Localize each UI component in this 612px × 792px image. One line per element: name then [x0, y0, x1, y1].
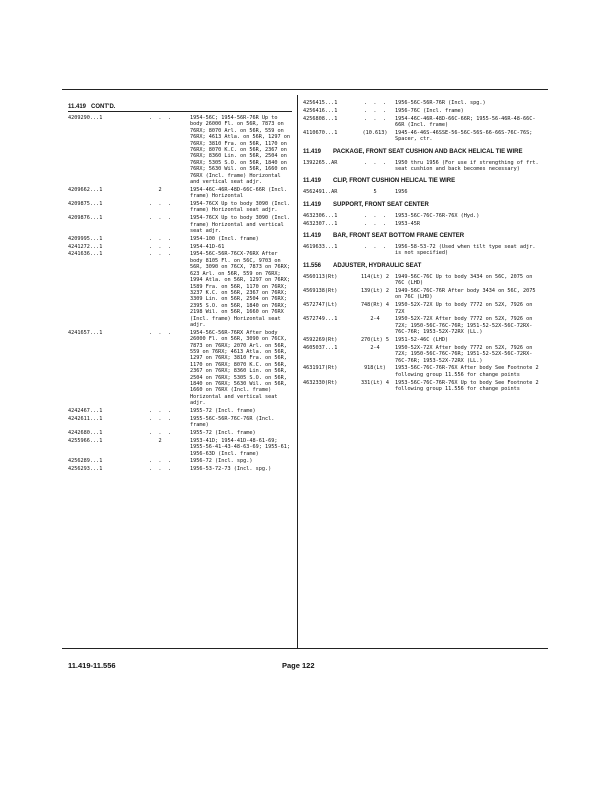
parts-entry [68, 187, 292, 200]
part-number: 4209662...1 [68, 186, 103, 193]
part-number: 4632306...1 [303, 212, 338, 219]
left-column [68, 104, 292, 474]
application-description: 1953-56C-76C-76R-76X (Hyd.) [395, 212, 480, 219]
part-number: 4562491..AR [303, 189, 338, 196]
quantity: . . . [149, 466, 171, 473]
parts-entry [303, 221, 543, 227]
quantity: 270(Lt) 5 [360, 337, 390, 344]
application-description: 1954-56C-56R-76CX-76RX After body 8105 Fl. on 56C, 9703 on 56R, 3090 on 76CX, 7873 on 76RX; 623 Arl. on 56R, 559 on 76RX; 1994 Atla. on 56R, 1297 on 76RX; 1589 Fra. on 56R, 1170 on 76RX; 3237 K.C. on 56R, 2367 on 76RX; 3309 Lin. on 56R, 2504 on 76RX; 2395 S.O. on 56R, 1840 on 76RX; 2198 Wil. on 56R, 1660 on 76RX (Incl. frame) Horizontal seat adjr. [190, 251, 290, 328]
parts-entry [68, 458, 292, 464]
application-description: 1949-56C-76C-76R After body 3434 on 56C, 2075 on 76C (LHD) [395, 288, 536, 301]
application-description: 1954-100 (Incl. frame) [190, 235, 259, 242]
section-heading [303, 178, 543, 185]
application-description: 1953-41D; 1954-41D-48-61-69; 1955-56-41-43-48-63-69; 1955-61; 1956-63D (Incl. frame) [190, 437, 290, 457]
quantity: . . . [149, 235, 171, 242]
parts-entry [68, 408, 292, 414]
quantity: . . . [149, 415, 171, 422]
quantity: . . . [149, 215, 171, 222]
parts-entry [68, 215, 292, 234]
part-number: 4209875...1 [68, 201, 103, 208]
application-description: 1956-58-53-72 (Used when tilt type seat adjr. is not specified) [395, 244, 536, 257]
parts-entry [68, 430, 292, 436]
application-description: 1953-56C-76C-76R-76X After body See Footnote 2 following group 11.556 for change points [395, 365, 539, 378]
part-number: 4256415...1 [303, 100, 338, 106]
parts-entry [303, 189, 543, 195]
parts-entry [303, 130, 543, 143]
parts-entry [68, 330, 292, 407]
application-description: 1956 [395, 189, 408, 196]
quantity: . . . [149, 329, 171, 336]
part-number: 4592269(Rt) [303, 337, 338, 344]
section-heading [303, 202, 543, 209]
quantity: . . . [364, 212, 386, 219]
part-number: 4256289...1 [68, 458, 103, 465]
parts-entry [303, 302, 543, 315]
section-number: 11.419 [303, 148, 322, 155]
section-title: ADJUSTER, HYDRAULIC SEAT [333, 262, 422, 269]
section-number: 11.419 [303, 233, 322, 240]
application-description: 1956-56C-56R-76R (Incl. spg.) [395, 100, 486, 106]
quantity: 748(Rt) 4 [360, 302, 390, 309]
parts-entry [68, 438, 292, 457]
right-top-entries [303, 100, 543, 143]
parts-entry [68, 236, 292, 242]
parts-entry [303, 116, 543, 129]
quantity: . . . [149, 430, 171, 436]
application-description: 1955-72 (Incl. frame) [190, 430, 256, 436]
quantity: 918(Lt) [364, 365, 386, 372]
right-sections [303, 149, 543, 393]
quantity: . . . [364, 100, 386, 106]
part-number: 4241657...1 [68, 329, 103, 336]
quantity: . . . [149, 115, 171, 121]
parts-entry [68, 466, 292, 472]
part-number: 4256808...1 [303, 115, 338, 122]
part-number: 4256293...1 [68, 466, 103, 473]
section-title: BAR, FRONT SEAT BOTTOM FRAME CENTER [333, 233, 465, 240]
application-description: 1955-56C-56R-76C-76R (Incl. frame) [190, 415, 275, 429]
application-description: 1954-56C; 1954-56R-76R Up to body 26000 Fl. on 56R, 7873 on 76RX; 8070 Arl. on 56R, 559 on 76RX; 4613 Atla. on 56R, 1297 on 76RX; 3810 Fra. on 56R, 1170 on 76RX; 8070 K.C. on 56R, 2367 on 76RX; 8360 Lin. on 56R, 2504 on 76RX; 5305 S.O. on 56R, 1840 on 76RX; 5630 Wil. on 56R, 1660 on 76RX (Incl. frame) Horizontal and vertical seat adjr. [190, 115, 290, 186]
section-heading [303, 263, 543, 270]
parts-entry [303, 244, 543, 257]
application-description: 1953-56C-76C-76R-76X Up to body See Footnote 2 following group 11.556 for change points [395, 379, 539, 393]
quantity: . . . [149, 458, 171, 465]
top-rule [62, 89, 548, 90]
application-description: 1953-45R [395, 220, 420, 227]
parts-entry [303, 100, 543, 106]
application-description: 1954-46C-46R-48D-66C-66R; 1955-56-46R-48-66C-66R (Incl. frame) [395, 115, 536, 128]
part-number: 4619633...1 [303, 244, 338, 251]
application-description: 1954-46C-46R-48D-66C-66R (Incl. frame) Horizontal [190, 186, 287, 200]
application-description: 1945-46-46S-46SSE-56-56C-56S-66-66S-76C-76S; Spacer, ctr. [395, 129, 533, 143]
footer-range: 11.419-11.556 [68, 661, 116, 670]
parts-entry [68, 244, 292, 250]
part-number: 1392265..AR [303, 159, 338, 166]
section-heading [303, 233, 543, 240]
quantity: 2-4 [370, 344, 380, 351]
quantity: 139(Lt) 2 [360, 288, 390, 295]
application-description: 1956-72 (Incl. spg.) [190, 458, 253, 465]
quantity: 114(Lt) 2 [360, 273, 390, 280]
quantity: 2-4 [370, 316, 380, 323]
part-number: 4560113(Rt) [303, 273, 338, 280]
section-number: 11.556 [303, 262, 322, 269]
part-number: 4255966...1 [68, 437, 103, 444]
part-number: 4110670...1 [303, 129, 338, 136]
part-number: 4572747(Lt) [303, 302, 338, 309]
quantity: . . . [364, 107, 386, 114]
application-description: 1956-53-72-73 (Incl. spg.) [190, 466, 272, 473]
application-description: 1954-76CX Up to body 3090 (Incl. frame) Horizontal seat adjr. [190, 201, 290, 214]
part-number: 4572749...1 [303, 316, 338, 323]
right-column [303, 100, 543, 394]
quantity: . . . [149, 251, 171, 258]
part-number: 4605037...1 [303, 344, 338, 351]
part-number: 4632330(Rt) [303, 379, 338, 386]
application-description: 1954-56C-56R-76RX After body 26000 Fl. on 56R, 3090 on 76CX, 7873 on 76RX; 2070 Arl. on 56R, 559 on 76RX; 4613 Atla. on 56R, 1297 on 76RX; 3810 Fra. on 56R, 1170 on 76RX; 8070 K.C. on 56R, 2367 on 76RX; 8360 Lin. on 56R, 2504 on 76RX; 5305 S.O. on 56R, 1840 on 76RX; 5630 Wil. on 56R, 1660 on 76RX (Incl. frame) Horizontal and vertical seat adjr. [190, 329, 287, 407]
application-description: 1954-41D-61 [190, 243, 225, 250]
parts-entry [303, 213, 543, 219]
quantity: (10.613) [362, 129, 388, 136]
quantity: . . . [364, 115, 386, 122]
parts-entry [303, 337, 543, 343]
section-title: PACKAGE, FRONT SEAT CUSHION AND BACK HELICAL TIE WIRE [333, 148, 523, 155]
section-heading [303, 149, 543, 156]
part-number: 4242611...1 [68, 415, 103, 422]
column-divider [297, 95, 298, 648]
quantity: . . . [149, 408, 171, 414]
parts-entry [303, 288, 543, 301]
application-description: 1950-52X-72X Up to body 7772 on 52X, 7926 on 72X [395, 302, 533, 315]
application-description: 1955-72 (Incl. frame) [190, 408, 256, 414]
section-title: CLIP, FRONT CUSHION HELICAL TIE WIRE [333, 178, 456, 185]
part-number: 4631917(Rt) [303, 365, 338, 372]
parts-entry [68, 115, 292, 185]
part-number: 4242467...1 [68, 408, 103, 414]
quantity: . . . [149, 243, 171, 250]
quantity: . . . [364, 220, 386, 227]
parts-entry [303, 380, 543, 393]
parts-entry [303, 274, 543, 287]
application-description: 1954-76CX Up to body 3090 (Incl. frame) Horizontal and vertical seat adjr. [190, 215, 290, 235]
section-title: SUPPORT, FRONT SEAT CENTER [333, 201, 429, 208]
quantity: . . . [364, 159, 386, 166]
parts-entry [303, 316, 543, 335]
application-description: 1950-52X-72X After body 7772 on 52X, 7926 on 72X; 1950-56C-76C-76R; 1951-52-52X-56C-72RX-76C-76R; 1953-52X-72RX (LL.) [395, 344, 533, 364]
application-description: 1950-52X-72X After body 7772 on 52X, 7926 on 72X; 1950-56C-76C-76R; 1951-52-52X-56C-72RX-76C-76R; 1953-52X-72RX (LL.) [395, 316, 533, 336]
quantity: . . . [149, 201, 171, 208]
application-description: 1956-76C (Incl. frame) [395, 107, 464, 114]
part-number: 4209876...1 [68, 215, 103, 222]
part-number: 4209290...1 [68, 115, 103, 121]
parts-entry [303, 365, 543, 378]
application-description: 1949-56C-76C Up to body 3434 on 56C, 2075 on 76C (LHD) [395, 273, 533, 287]
page-number: Page 122 [282, 661, 315, 670]
parts-entry [303, 108, 543, 114]
part-number: 4209995...1 [68, 235, 103, 242]
part-number: 4241636...1 [68, 251, 103, 258]
quantity: 2 [158, 186, 162, 193]
quantity: 331(Lt) 4 [360, 379, 390, 386]
parts-entry [303, 345, 543, 364]
part-number: 4632307...1 [303, 220, 338, 227]
quantity: 5 [373, 189, 377, 196]
left-heading: 11.419 CONT'D. [68, 104, 292, 112]
part-number: 4569138(Rt) [303, 288, 338, 295]
parts-entry [303, 160, 543, 173]
section-number: 11.419 [303, 201, 322, 208]
parts-entry [68, 416, 292, 429]
bottom-rule [62, 648, 548, 649]
left-entry-list [68, 115, 292, 473]
part-number: 4242680...1 [68, 430, 103, 436]
quantity: . . . [364, 244, 386, 251]
part-number: 4256416...1 [303, 107, 338, 114]
parts-entry [68, 201, 292, 214]
application-description: 1951-52-46C (LHD) [395, 337, 449, 344]
section-number: 11.419 [303, 178, 322, 185]
part-number: 4241272...1 [68, 243, 103, 250]
parts-entry [68, 251, 292, 328]
application-description: 1950 thru 1956 (For use if strengthing of frt. seat cushion and back becomes necessary) [395, 159, 539, 173]
quantity: 2 [158, 437, 162, 444]
